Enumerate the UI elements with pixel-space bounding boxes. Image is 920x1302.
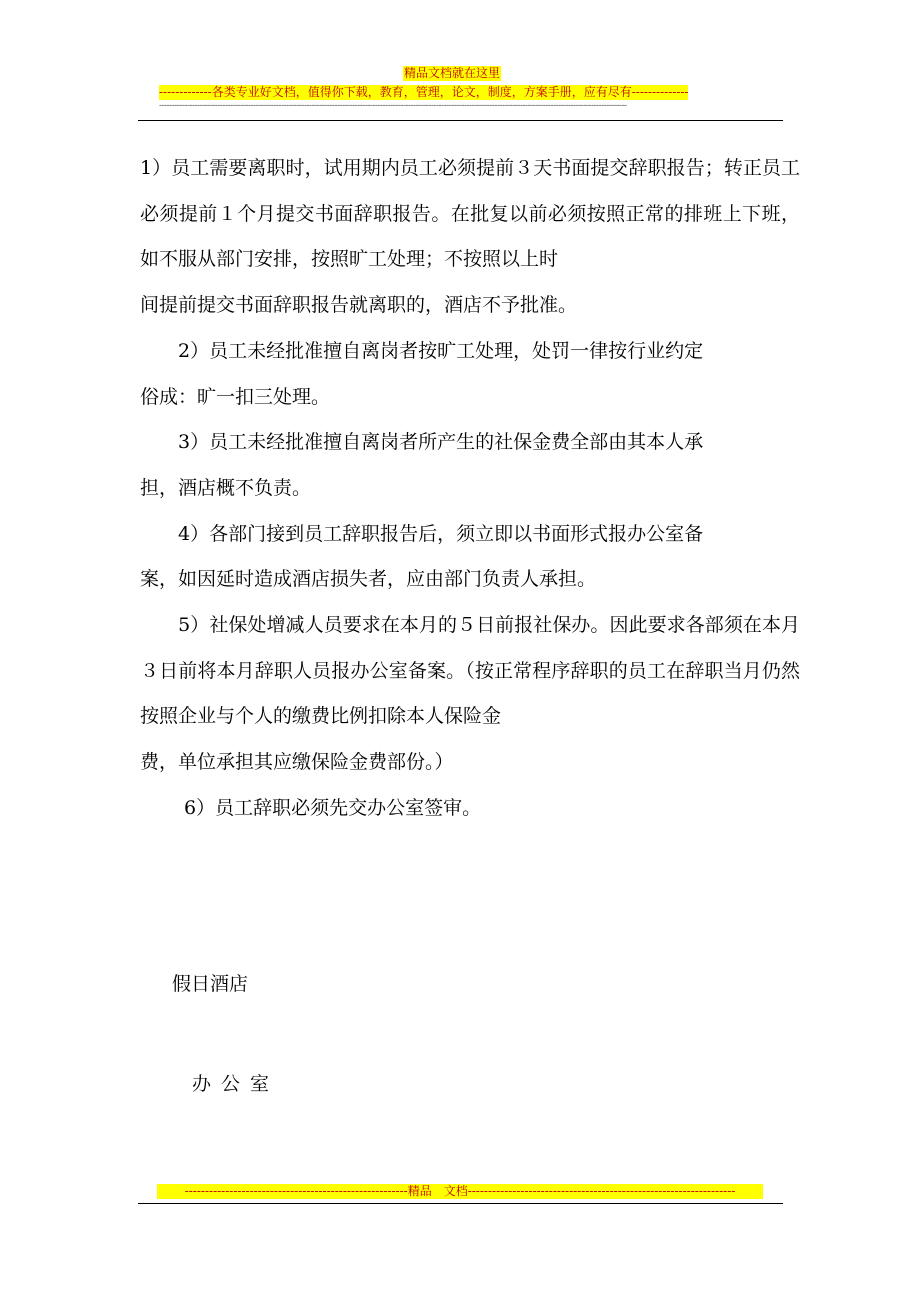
signature-hotel-name: 假日酒店 <box>172 973 249 995</box>
footer-rule <box>138 1203 783 1204</box>
header-top-label: 精品文档就在这里 <box>404 66 501 80</box>
document-body <box>140 146 800 832</box>
paragraph-2: 2）员工未经批准擅自离岗者按旷工处理，处罚一律按行业约定 俗成：旷一扣三处理。 <box>140 339 704 408</box>
paragraph-1: 1）员工需要离职时，试用期内员工必须提前３天书面提交辞职报告；转正员工必须提前１个月提交书面辞职报告。在批复以前必须按照正常的排班上下班，如不服从部门安排，按照旷工处理；不按照以上时 间提前提交书面辞职报告就离职的，酒店不予批准。 <box>140 157 800 317</box>
paragraph-3: 3）员工未经批准擅自离岗者所产生的社保金费全部由其本人承 担，酒店概不负责。 <box>140 431 704 499</box>
signature-office-name: 办公室 <box>192 1073 280 1095</box>
header-banner: -------------各类专业好文档，值得你下载，教育，管理，论文，制度，方案手册，应有尽有-------------- <box>159 85 689 99</box>
paragraph-6: 6）员工辞职必须先交办公室签审。 <box>140 796 482 819</box>
footer-banner: -------------------------------------------------------精品 文档------------------------------------------------------------------ <box>157 1184 763 1199</box>
header-dash-line: ---------------------------------------------------------------------------------------------------------------------------------------------------------------------------------------- <box>159 101 627 111</box>
paragraph-5: 5）社保处增减人员要求在本月的５日前报社保办。因此要求各部须在本月３日前将本月辞职人员报办公室备案。（按正常程序辞职的员工在辞职当月仍然按照企业与个人的缴费比例扣除本人保险金 费，单位承担其应缴保险金费部份。） <box>140 614 800 774</box>
paragraph-4: 4）各部门接到员工辞职报告后，须立即以书面形式报办公室备 案，如因延时造成酒店损失者，应由部门负责人承担。 <box>140 522 704 591</box>
header-rule <box>138 120 783 121</box>
